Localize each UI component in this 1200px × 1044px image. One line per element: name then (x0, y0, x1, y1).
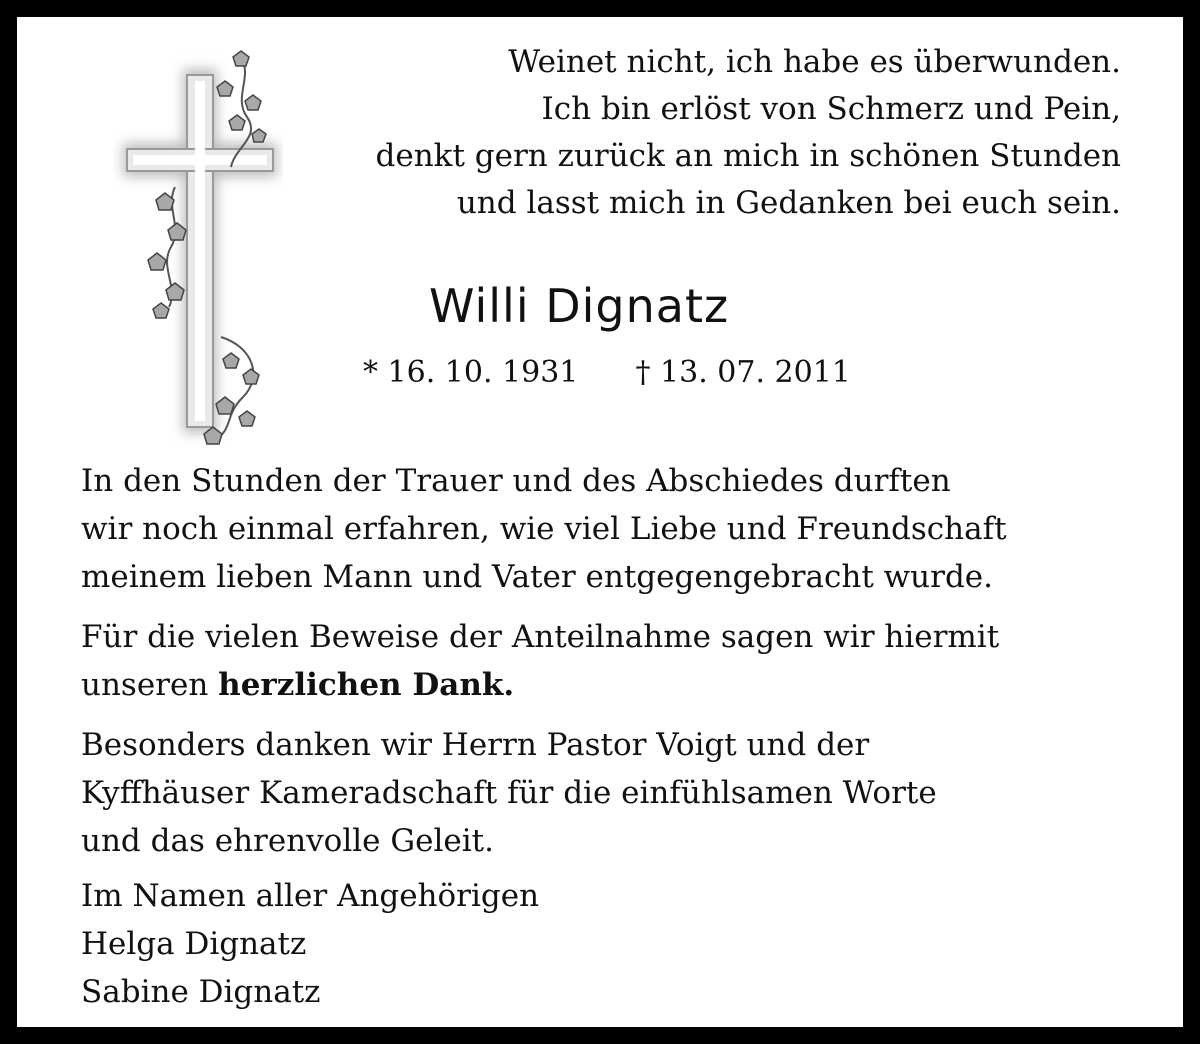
verse-line: denkt gern zurück an mich in schönen Stunden (375, 138, 1121, 174)
text-prefix: unseren (81, 667, 219, 703)
thanks-emphasis: herzlichen Dank. (218, 667, 515, 703)
death-date: 13. 07. 2011 (660, 355, 851, 390)
signature-line: Helga Dignatz (81, 926, 307, 962)
signature-block (81, 872, 539, 1016)
text-line (81, 661, 1141, 709)
text-line: und das ehrenvolle Geleit. (81, 823, 494, 859)
birth-symbol: * (363, 355, 378, 390)
text-line: Besonders danken wir Herrn Pastor Voigt und der (81, 727, 870, 763)
signature-line: Sabine Dignatz (81, 974, 321, 1010)
text-line: Kyffhäuser Kameradschaft für die einfühlsamen Worte (81, 775, 937, 811)
paragraph (81, 457, 1141, 601)
signature-line: Im Namen aller Angehörigen (81, 878, 540, 914)
verse-line: Ich bin erlöst von Schmerz und Pein, (541, 91, 1121, 127)
verse (376, 39, 1122, 227)
text-line: Für die vielen Beweise der Anteilnahme sagen wir hiermit (81, 619, 1000, 655)
life-dates (363, 355, 851, 390)
cross-with-ivy-icon (113, 47, 283, 461)
text-line: meinem lieben Mann und Vater entgegengebracht wurde. (81, 559, 993, 595)
thank-you-text (81, 457, 1141, 877)
paragraph (81, 613, 1141, 709)
birth-date: 16. 10. 1931 (387, 355, 579, 390)
obituary-card (17, 17, 1183, 1027)
text-line: In den Stunden der Trauer und des Abschiedes durften (81, 463, 951, 499)
verse-line: und lasst mich in Gedanken bei euch sein. (456, 185, 1121, 221)
text-line: wir noch einmal erfahren, wie viel Liebe und Freundschaft (81, 511, 1007, 547)
verse-line: Weinet nicht, ich habe es überwunden. (508, 44, 1121, 80)
death-symbol: † (635, 355, 651, 390)
paragraph (81, 721, 1141, 865)
deceased-name: Willi Dignatz (429, 279, 730, 333)
